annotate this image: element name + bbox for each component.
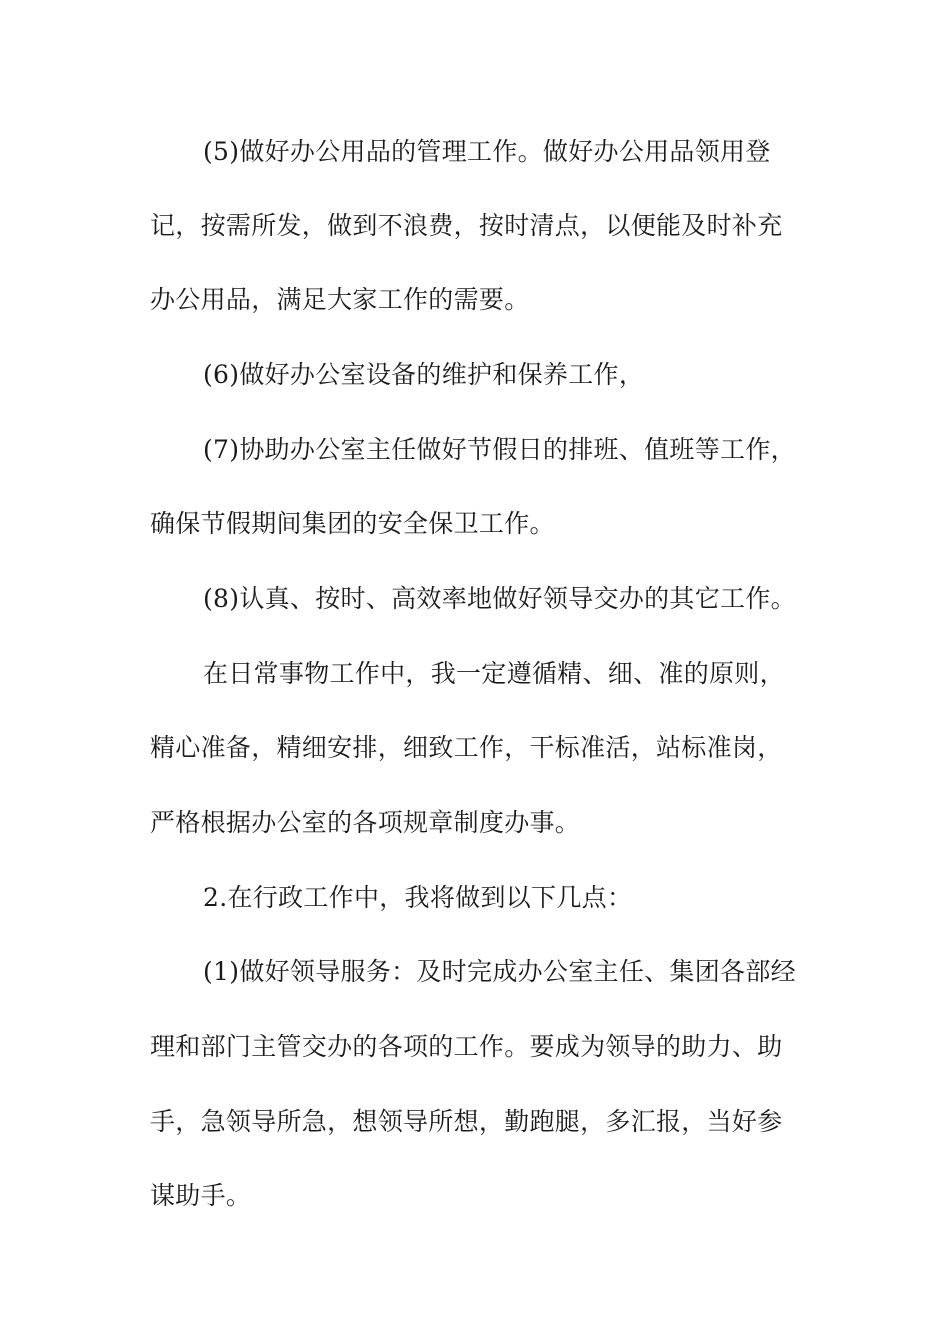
paragraph-line-7: (8)认真、按时、高效率地做好领导交办的其它工作。 [203, 584, 796, 613]
paragraph-line-5: (7)协助办公室主任做好节假日的排班、值班等工作， [203, 435, 796, 464]
paragraph-line-13: 理和部门主管交办的各项的工作。要成为领导的助力、助 [150, 1032, 783, 1061]
paragraph-line-11: 2.在行政工作中，我将做到以下几点： [203, 883, 633, 912]
paragraph-line-3: 办公用品，满足大家工作的需要。 [150, 285, 530, 314]
paragraph-line-10: 严格根据办公室的各项规章制度办事。 [150, 808, 581, 837]
paragraph-line-1: (5)做好办公用品的管理工作。做好办公用品领用登 [203, 137, 771, 166]
paragraph-line-2: 记，按需所发，做到不浪费，按时清点，以便能及时补充 [150, 211, 783, 240]
paragraph-line-6: 确保节假期间集团的安全保卫工作。 [150, 509, 555, 538]
paragraph-line-12: (1)做好领导服务：及时完成办公室主任、集团各部经 [203, 957, 796, 986]
paragraph-line-14: 手，急领导所急，想领导所想，勤跑腿，多汇报，当好参 [150, 1107, 783, 1136]
paragraph-line-9: 精心准备，精细安排，细致工作，干标准活，站标准岗， [150, 733, 783, 762]
paragraph-line-8: 在日常事物工作中，我一定遵循精、细、准的原则， [203, 659, 785, 688]
paragraph-line-15: 谋助手。 [150, 1181, 252, 1210]
paragraph-line-4: (6)做好办公室设备的维护和保养工作， [203, 360, 645, 389]
